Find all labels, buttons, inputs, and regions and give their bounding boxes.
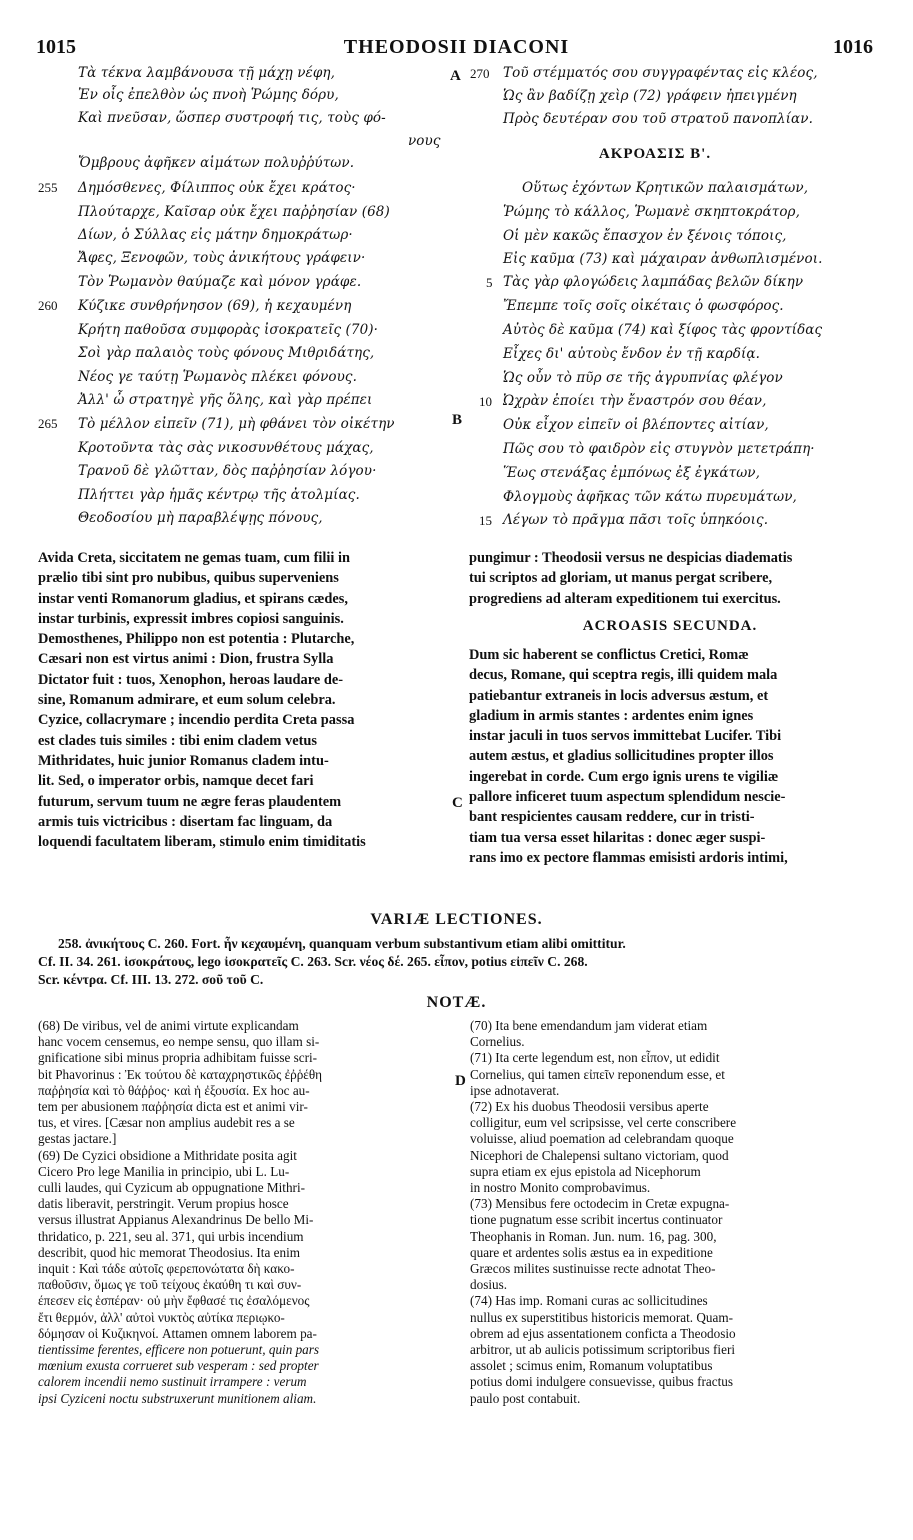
latin-translation-left — [38, 548, 450, 852]
note-line: paulo post contabuit. — [470, 1390, 581, 1406]
line-number: 270 — [470, 66, 490, 81]
line-number: 265 — [38, 416, 58, 431]
text-line: Avida Creta, siccitatem ne gemas tuam, cum filii in — [38, 550, 351, 566]
verse-line: Ἄφες, Ξενοφῶν, τοὺς ἀνικήτους γράφειν· — [78, 250, 366, 266]
verse-line: Δημόσθενες, Φίλιππος οὐκ ἔχει κράτος· — [78, 180, 356, 196]
verse-line: Ἔπεμπε τοῖς σοῖς οἰκέταις ὁ φωσφόρος. — [503, 298, 784, 314]
note-line: (73) Mensibus fere octodecim in Cretæ expugna- — [470, 1196, 730, 1212]
verse-line: Ῥώμης τὸ κάλλος, Ῥωμανὲ σκηπτοκράτορ, — [503, 204, 800, 220]
note-line: obrem ad ejus assentationem conficta a Theodosio — [470, 1325, 736, 1341]
note-line: datis liberavit, perstringit. Verum propius hosce — [38, 1196, 289, 1212]
latin-translation-right-top — [469, 548, 877, 609]
verse-line: Τὸν Ῥωμανὸν θαύμαζε καὶ μόνον γράφε. — [78, 274, 362, 290]
text-line: progrediens ad alteram expeditionem tui exercitus. — [469, 590, 781, 607]
verse-line: Ἕως στενάξας ἐμπόνως ἐξ ἐγκάτων, — [503, 465, 760, 481]
text-line: instar turbinis, expressit imbres copiosi sanguinis. — [38, 610, 344, 627]
page-number-left: 1015 — [36, 36, 76, 58]
note-line: potius domi indulgere consuevisse, quibus fractus — [470, 1374, 733, 1390]
verse-line: Λέγων τὸ πρᾶγμα πᾶσι τοῖς ὑπηκόοις. — [503, 512, 769, 528]
verse-line: Τὰ τέκνα λαμβάνουσα τῇ μάχῃ νέφη, — [78, 65, 336, 81]
text-line: Cæsari non est virtus animi : Dion, frustra Sylla — [38, 651, 334, 668]
note-line: ἔτι θερμόν, ἀλλ' αὐτοὶ νυκτὸς αὐτίκα περιῳκο- — [38, 1309, 285, 1325]
note-line: supra etiam ex ejus epistola ad Nicephorum — [470, 1163, 701, 1179]
variae-lectiones — [38, 935, 878, 989]
text-line: lit. Sed, o imperator orbis, namque decet fari — [38, 773, 314, 790]
verse-line: Ὄμβρους ἀφῆκεν αἱμάτων πολυῤῥύτων. — [78, 155, 355, 171]
note-line: describit, quod hic memorat Theodosius. Ita enim — [38, 1244, 300, 1260]
text-line: 258. ἀνικήτους C. 260. Fort. ἦν κεχαυμένη, quanquam verbum substantivum etiam alibi omittitur. — [58, 936, 626, 951]
note-line: in nostro Monito comprobavimus. — [470, 1180, 651, 1196]
notae-heading: NOTÆ. — [426, 994, 487, 1011]
note-line: culli laudes, qui Cyzicum ab oppugnatione Mithri- — [38, 1180, 305, 1196]
note-line: tientissime ferentes, efficere non potuerunt, quin pars — [38, 1342, 320, 1358]
verse-line: Οὕτως ἐχόντων Κρητικῶν παλαισμάτων, — [522, 180, 809, 196]
text-line: Cyzice, collacrymare ; incendio perdita Creta passa — [38, 712, 355, 729]
text-line: tiam tua versa esset hilaritas : donec æger suspi- — [469, 829, 766, 846]
text-line: pungimur : Theodosii versus ne despicias diadematis — [469, 550, 793, 566]
note-line: arbitror, ut ab aulicis potissimum scriptoribus fieri — [470, 1342, 736, 1358]
note-line: mœnium exusta corrueret sub vesperam : sed propter — [38, 1358, 319, 1374]
running-title: THEODOSII DIACONI — [343, 36, 570, 58]
verse-line: Οὐκ εἶχον εἰπεῖν οἱ βλέποντες αἰτίαν, — [503, 417, 769, 433]
verse-line: Ὡς ἂν βαδίζῃ χεὶρ (72) γράφειν ἠπειγμένη — [503, 88, 797, 104]
text-line: est clades tuis similes : tibi enim cladem vetus — [38, 732, 317, 749]
note-line: παῤῥησία καὶ τὸ θάῤῥος· καὶ ἡ ἐξουσία. Ex hoc au- — [38, 1082, 310, 1098]
notes-right — [470, 1018, 875, 1407]
section-heading-latin: ACROASIS SECUNDA. — [582, 618, 758, 634]
note-line: calorem incendii nemo sustinuit irrampere : verum — [38, 1374, 307, 1390]
note-line: (71) Ita certe legendum est, non εἶπον, ut edidit — [470, 1050, 720, 1066]
note-line: (70) Ita bene emendandum jam viderat etiam — [470, 1018, 708, 1033]
note-line: dosius. — [470, 1277, 508, 1293]
page-number-right: 1016 — [833, 36, 873, 58]
text-line: instar venti Romanorum gladius, et spirans cædes, — [38, 590, 348, 607]
text-line: tui scriptos ad gloriam, ut manus pergat scribere, — [469, 570, 773, 587]
verse-line: Εἶχες δι' αὐτοὺς ἔνδον ἐν τῇ καρδίᾳ. — [503, 346, 760, 362]
note-line: voluisse, aliud poemation ad celebrandam quoque — [470, 1131, 734, 1147]
verse-line: Πλούταρχε, Καῖσαρ οὐκ ἔχει παῤῥησίαν (68) — [78, 204, 390, 220]
note-line: (68) De viribus, vel de animi virtute explicandam — [38, 1018, 299, 1033]
text-line: Mithridates, huic junior Romanus cladem intu- — [38, 752, 329, 769]
note-line: tem per abusionem παῤῥησία dicta est et animi vir- — [38, 1099, 308, 1115]
verse-line: Σοὶ γὰρ παλαιὸς τοὺς φόνους Μιθριδάτης, — [78, 345, 375, 361]
note-line: δόμησαν οἱ Κυζικηνοί. Attamen omnem laborem pa- — [38, 1325, 317, 1341]
text-line: Demosthenes, Philippo non est potentia : Plutarche, — [38, 631, 355, 648]
note-line: Cornelius, qui tamen εἰπεῖν reponendum esse, et — [470, 1066, 725, 1082]
text-line: Scr. κέντρα. Cf. III. 13. 272. σοῦ τοῦ C. — [38, 972, 264, 987]
note-line: (69) De Cyzici obsidione a Mithridate posita agit — [38, 1147, 297, 1163]
note-line: quare et ardentes solis æstus ea in expeditione — [470, 1244, 713, 1260]
note-line: tus, et vires. [Cæsar non amplius audebit res a se — [38, 1115, 295, 1131]
note-line: Nicephori de Chalepensi sultano victoriam, quod — [470, 1147, 729, 1163]
text-line: decus, Romane, qui sceptra regis, illi quidem mala — [469, 667, 778, 684]
verse-line: νους — [408, 133, 441, 149]
note-line: έπεσεν εἰς ἑσπέραν· οὐ μὴν ἔφθασέ τις ἐσαλόμενος — [38, 1293, 310, 1309]
verse-line: Καὶ πνεῦσαν, ὥσπερ συστροφή τις, τοὺς φό- — [78, 110, 386, 126]
text-line: armis tuis victricibus : disertam fac linguam, da — [38, 813, 333, 830]
verse-line: Τοῦ στέμματός σου συγγραφέντας εἰς κλέος, — [503, 65, 818, 81]
note-line: Theophanis in Roman. Jun. num. 16, pag. 300, — [470, 1228, 717, 1244]
text-line: pallore inficeret tuum aspectum splendidum nescie- — [469, 789, 786, 806]
margin-letter-a: A — [450, 68, 461, 84]
line-number: 15 — [479, 513, 492, 528]
text-line: rans imo ex pectore flammas emisisti ardoris intimi, — [469, 849, 788, 866]
note-line: assolet ; scimus enim, Romanum voluptatibus — [470, 1358, 713, 1374]
line-number: 260 — [38, 298, 58, 313]
verse-line: Ἐν οἷς ἐπελθὸν ὡς πνοὴ Ῥώμης δόρυ, — [78, 87, 339, 103]
note-line: hanc vocem censemus, eo nempe sensu, quo illam si- — [38, 1034, 320, 1050]
line-number: 5 — [486, 275, 493, 290]
verse-line: Φλογμοὺς ἀφῆκας τῶν κάτω πυρευμάτων, — [503, 489, 797, 505]
text-line: instar jaculi in tuos servos immittebat Lucifer. Tibi — [469, 728, 782, 745]
note-line: inquit : Καὶ τάδε αὐτοῖς φερεπονώτατα δὴ κακο- — [38, 1261, 295, 1277]
note-line: tione pugnatum esse scribit incertus continuator — [470, 1212, 723, 1228]
note-line: versus illustrat Appianus Alexandrinus De bello Mi- — [38, 1212, 314, 1228]
text-line: prælio tibi sint pro nubibus, quibus superveniens — [38, 570, 339, 587]
verse-line: Τὸ μέλλον εἰπεῖν (71), μὴ φθάνει τὸν οἰκέτην — [78, 416, 395, 432]
verse-line: Κρήτη παθοῦσα συμφορὰς ἰσοκρατεῖς (70)· — [78, 322, 379, 338]
verse-line: Αὐτὸς δὲ καῦμα (74) καὶ ξίφος τὰς φροντίδας — [503, 322, 823, 338]
verse-line: Πῶς σου τὸ φαιδρὸν εἰς στυγνὸν μετετράπη· — [503, 441, 815, 457]
verse-line: Κύζικε συνθρήνησον (69), ἡ κεχαυμένη — [78, 298, 352, 314]
text-line: bant respicientes causam reddere, cur in tristi- — [469, 809, 755, 826]
latin-translation-right — [469, 645, 877, 868]
verse-line: Οἱ μὲν κακῶς ἔπασχον ἐν ξένοις τόποις, — [503, 228, 787, 244]
verse-line: Ἀλλ' ὦ στρατηγὲ γῆς ὅλης, καὶ γὰρ πρέπει — [78, 392, 373, 408]
note-line: Græcos milites sustinuisse recte adnotat Theo- — [470, 1261, 716, 1277]
margin-letter-c: C — [452, 795, 463, 811]
verse-line: Τὰς γὰρ φλογώδεις λαμπάδας βελῶν δίκην — [503, 274, 804, 290]
verse-line: Ὡς οὖν τὸ πῦρ σε τῆς ἀγρυπνίας φλέγον — [503, 370, 783, 386]
note-line: Cicero Pro lege Manilia in principio, ubi L. Lu- — [38, 1163, 290, 1179]
notes-left — [38, 1018, 448, 1407]
text-line: sine, Romanum admirare, et eum solum celebra. — [38, 692, 336, 709]
text-line: futurum, servum tuum ne ægre feras plaudentem — [38, 793, 342, 810]
note-line: (74) Has imp. Romani curas ac sollicitudines — [470, 1293, 708, 1309]
text-line: gladium in armis stantes : ardentes enim ignes — [469, 707, 754, 724]
note-line: nullus ex superstitibus historicis memorat. Quam- — [470, 1309, 733, 1325]
note-line: (72) Ex his duobus Theodosii versibus aperte — [470, 1099, 709, 1115]
text-line: Dum sic haberent se conflictus Cretici, Romæ — [469, 647, 749, 663]
note-line: colligitur, eum vel scripsisse, vel certe conscribere — [470, 1115, 737, 1131]
verse-line: Τρανοῦ δὲ γλῶτταν, δὸς παῤῥησίαν λόγου· — [78, 463, 377, 479]
note-line: bit Phavorinus : Ἐκ τούτου δὲ καταχρηστικῶς ἐῤῥέθη — [38, 1066, 323, 1082]
verse-line: Δίων, ὁ Σύλλας εἰς μάτην δημοκράτωρ· — [78, 227, 353, 243]
section-heading-greek: ΑΚΡΟΑΣΙΣ Β'. — [598, 146, 712, 162]
margin-letter-d: D — [455, 1073, 466, 1089]
text-line: autem æstus, et gladius sollicitudines propter illos — [469, 748, 774, 765]
margin-letter-b: B — [452, 412, 463, 428]
line-number: 255 — [38, 180, 58, 195]
text-line: ingerebat in corde. Cum ergo ignis urens te vigiliæ — [469, 768, 779, 785]
text-line: patiebantur extraneis in locis adversus æstum, et — [469, 687, 769, 704]
variae-heading: VARIÆ LECTIONES. — [370, 911, 543, 928]
text-line: Dictator fuit : tuos, Xenophon, heroas laudare de- — [38, 671, 344, 688]
verse-line: Κροτοῦντα τὰς σὰς νικοσυνθέτους μάχας, — [78, 440, 374, 456]
verse-line: Ὠχρὰν ἐποίει τὴν ἔναστρόν σου θέαν, — [503, 393, 767, 409]
note-line: gnificatione sibi minus propria adhibitam fuisse scri- — [38, 1050, 318, 1066]
verse-line: Πλήττει γὰρ ἡμᾶς κέντρῳ τῆς ἀτολμίας. — [78, 487, 360, 503]
text-line: Cf. II. 34. 261. ἰσοκράτους, lego ἰσοκρατεῖς C. 263. Scr. νέος δέ. 265. εἶπον, potius εἰπεῖν C. 268. — [38, 954, 588, 969]
verse-line: Νέος γε ταύτῃ Ῥωμανὸς πλέκει φόνους. — [78, 369, 357, 385]
text-line: loquendi facultatem liberam, stimulo enim timiditatis — [38, 834, 366, 851]
note-line: παθοῦσιν, ὅμως γε τοῦ τείχους ἐκαύθη τι καὶ συν- — [38, 1277, 302, 1293]
note-line: ipse adnotaverat. — [470, 1082, 560, 1098]
verse-line: Εἰς καῦμα (73) καὶ μάχαιραν ἀνθωπλισμένοι. — [503, 251, 823, 267]
verse-line: Θεοδοσίου μὴ παραβλέψῃς πόνους, — [78, 510, 323, 526]
note-line: gestas jactare.] — [38, 1131, 117, 1147]
verse-line: Πρὸς δευτέραν σου τοῦ στρατοῦ πανοπλίαν. — [503, 111, 813, 127]
note-line: Cornelius. — [470, 1034, 525, 1050]
line-number: 10 — [479, 394, 492, 409]
note-line: thridatico, p. 221, seu al. 371, qui urbis incendium — [38, 1228, 304, 1244]
note-line: ipsi Cyziceni noctu substruxerunt munitionem aliam. — [38, 1390, 317, 1406]
